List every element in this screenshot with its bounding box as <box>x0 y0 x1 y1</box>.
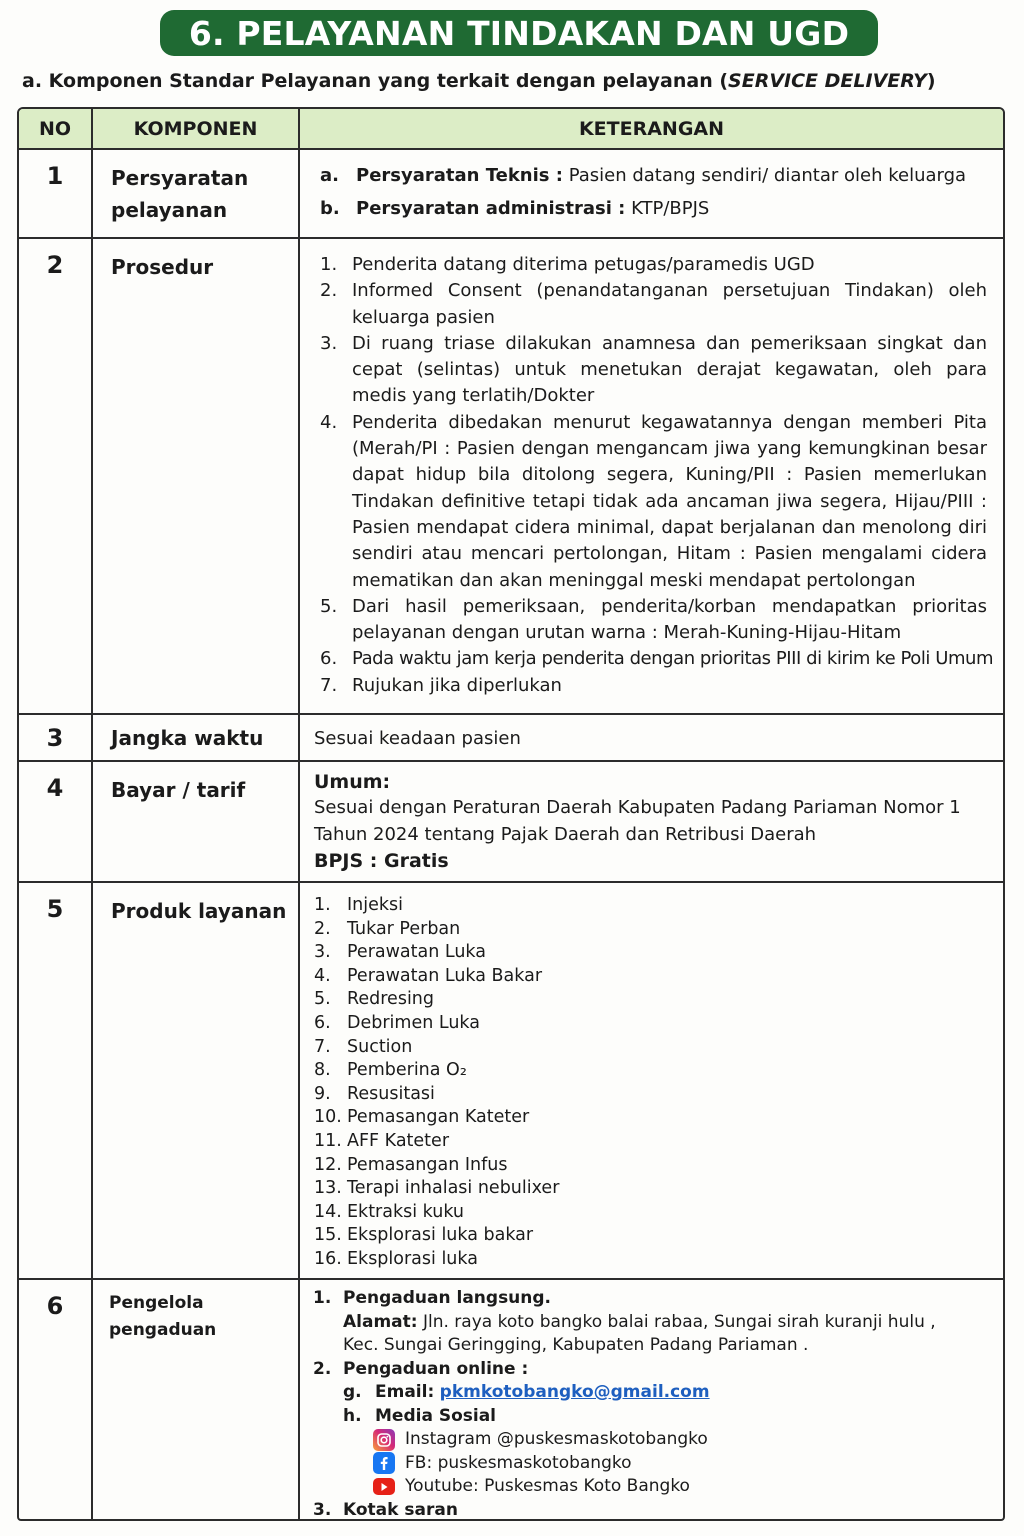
list-item: 12. Pemasangan Infus <box>314 1154 508 1175</box>
tariff-umum-label: Umum: <box>314 771 391 793</box>
table-row <box>19 762 1003 883</box>
row-komponen: Produk layanan <box>93 883 300 1278</box>
row-number: 4 <box>19 762 93 881</box>
row-number: 3 <box>19 715 93 760</box>
page-title: 6. PELAYANAN TINDAKAN DAN UGD <box>160 10 878 56</box>
table-row <box>19 715 1003 762</box>
table-row <box>19 239 1003 715</box>
tariff-umum-text: Sesuai dengan Peraturan Daerah Kabupaten Padang Pariaman Nomor 1 Tahun 2024 tentang Pajak Daerah dan Retribusi Daerah <box>314 797 961 845</box>
table-row <box>19 1280 1003 1519</box>
list-item: 4. Penderita dibedakan menurut kegawatannya dengan memberi Pita (Merah/PI : Pasien dengan mengancam jiwa yang kemungkinan besar dapat hidup bila ditolong segera, Kuning/PII : Pasien memerlukan Tindakan definitive tetapi tidak ada ancaman jiwa segera, Hijau/PIII : Pasien mendapat cidera minimal, dapat berjalanan dan menolong diri sendiri atau mencari pertolongan, Hitam : Pasien mengalami cidera mematikan dan akan meninggal meski mendapat pertolongan <box>320 411 987 591</box>
table-row <box>19 150 1003 239</box>
list-item: 1. Injeksi <box>314 895 403 915</box>
list-item: 3. Perawatan Luka <box>314 942 486 963</box>
list-item: 6. Debrimen Luka <box>314 1012 480 1033</box>
youtube-icon <box>373 1478 395 1495</box>
list-item: 3. Di ruang triase dilakukan anamnesa dan pemeriksaan singkat dan cepat (selintas) untuk menetukan derajat kegawatan, oleh para medis yang terlatih/Dokter <box>320 332 987 407</box>
list-item: 10. Pemasangan Kateter <box>314 1107 530 1128</box>
list-item: 13. Terapi inhalasi nebulixer <box>314 1178 560 1199</box>
complaint-online: 2. Pengaduan online : <box>313 1358 529 1379</box>
complaints-info <box>300 1280 1003 1519</box>
complaint-social: h. Media Sosial <box>343 1405 497 1426</box>
header-keterangan: KETERANGAN <box>578 117 725 140</box>
row-number: 5 <box>19 883 93 1278</box>
list-item: 2. Informed Consent (penandatanganan persetujuan Tindakan) oleh keluarga pasien <box>320 280 987 328</box>
table-header <box>19 109 1003 150</box>
list-item: 8. Pemberina O₂ <box>314 1060 467 1081</box>
row-komponen: Bayar / tarif <box>93 762 300 881</box>
list-item: 2. Tukar Perban <box>314 918 461 939</box>
row-number: 2 <box>19 239 93 713</box>
table-row <box>19 883 1003 1280</box>
list-item: 7. Rujukan jika diperlukan <box>320 674 562 696</box>
list-item: 5. Dari hasil pemeriksaan, penderita/korban mendapatkan prioritas pelayanan dengan urutan warna : Merah-Kuning-Hijau-Hitam <box>320 595 987 644</box>
complaint-direct: 1. Pengaduan langsung. <box>313 1288 552 1308</box>
list-item: 15. Eksplorasi luka bakar <box>314 1225 534 1246</box>
social-instagram[interactable]: Instagram @puskesmaskotobangko <box>313 1428 1003 1452</box>
row-komponen: Prosedur <box>93 239 300 713</box>
list-item: 5. Redresing <box>314 989 435 1010</box>
list-item: 14. Ektraksi kuku <box>314 1201 465 1222</box>
requirements-list <box>300 150 1003 237</box>
tariff-info <box>300 762 1003 881</box>
complaint-address: Alamat: Jln. raya koto bangko balai rabaa, Sungai sirah kuranji hulu , <box>343 1311 936 1332</box>
complaint-email: g. Email: pkmkotobangko@gmail.com <box>343 1382 710 1402</box>
list-item: a. Persyaratan Teknis : Pasien datang sendiri/ diantar oleh keluarga <box>320 165 967 186</box>
email-link[interactable]: pkmkotobangko@gmail.com <box>439 1382 710 1402</box>
header-komponen: KOMPONEN <box>93 109 300 148</box>
list-item: 11. AFF Kateter <box>314 1130 450 1151</box>
instagram-icon <box>373 1429 395 1451</box>
header-no: NO <box>19 109 93 148</box>
procedure-list <box>300 239 1003 713</box>
products-list <box>300 883 1003 1278</box>
service-standard-table <box>17 107 1005 1521</box>
list-item: b. Persyaratan administrasi : KTP/BPJS <box>320 198 710 219</box>
row-number: 1 <box>19 150 93 237</box>
row-komponen: Pengelola pengaduan <box>93 1280 300 1519</box>
social-facebook[interactable]: FB: puskesmaskotobangko <box>313 1452 1003 1476</box>
row-komponen: Jangka waktu <box>93 715 300 760</box>
social-youtube[interactable]: Youtube: Puskesmas Koto Bangko <box>313 1475 1003 1499</box>
complaint-box: 3. Kotak saran <box>313 1499 458 1520</box>
list-item: 9. Resusitasi <box>314 1083 435 1104</box>
list-item: 4. Perawatan Luka Bakar <box>314 965 543 986</box>
row-keterangan: Sesuai keadaan pasien <box>314 728 521 749</box>
complaint-address-line2: Kec. Sungai Geringging, Kabupaten Padang Pariaman . <box>343 1335 809 1355</box>
facebook-icon <box>373 1452 395 1474</box>
section-subtitle: a. Komponen Standar Pelayanan yang terkait dengan pelayanan (SERVICE DELIVERY) <box>22 70 936 92</box>
list-item: 16. Eksplorasi luka <box>314 1248 478 1269</box>
list-item: 1. Penderita datang diterima petugas/paramedis UGD <box>320 254 815 275</box>
row-number: 6 <box>19 1280 93 1519</box>
list-item: 7. Suction <box>314 1036 413 1057</box>
row-komponen: Persyaratan pelayanan <box>93 150 300 237</box>
list-item: 6. Pada waktu jam kerja penderita dengan prioritas PIII di kirim ke Poli Umum <box>320 648 994 670</box>
tariff-bpjs: BPJS : Gratis <box>314 849 449 872</box>
